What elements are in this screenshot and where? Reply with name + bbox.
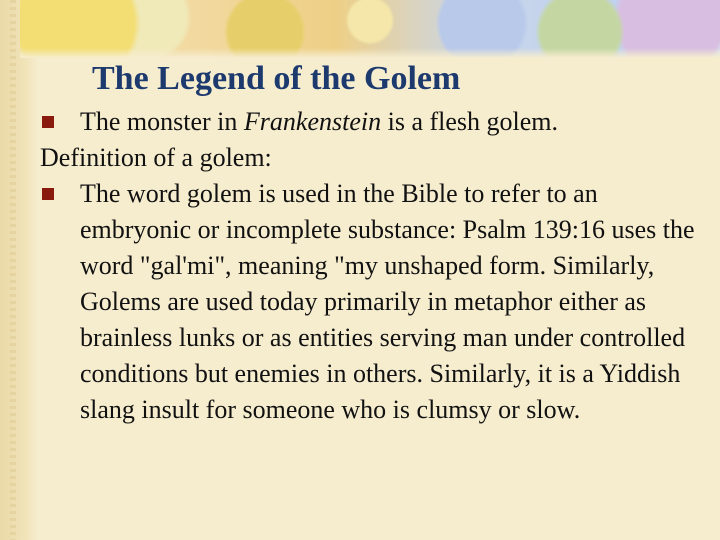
text-run: is a flesh golem. <box>381 107 559 136</box>
square-bullet-icon <box>42 188 54 200</box>
italic-title-frankenstein: Frankenstein <box>243 107 382 136</box>
bullet-item-frankenstein <box>40 104 700 140</box>
square-bullet-icon <box>42 116 54 128</box>
decorative-left-band <box>0 0 38 540</box>
decorative-flower-banner <box>20 0 720 58</box>
text-run: The monster in <box>80 107 244 136</box>
bullet-item-definition <box>40 176 700 428</box>
definition-text: The word golem is used in the Bible to refer to an embryonic or incomplete substance: Psalm 139:16 uses the word "gal'mi", meaning "my unshaped form. Similarly, Golems are used today primarily in metaphor either as brainless lunks or as entities serving man under controlled conditions but enemies in others. Similarly, it is a Yiddish slang insult for someone who is clumsy or slow. <box>80 179 695 424</box>
slide-title: The Legend of the Golem <box>92 60 461 97</box>
definition-heading: Definition of a golem: <box>40 143 272 172</box>
slide-body <box>40 104 700 428</box>
